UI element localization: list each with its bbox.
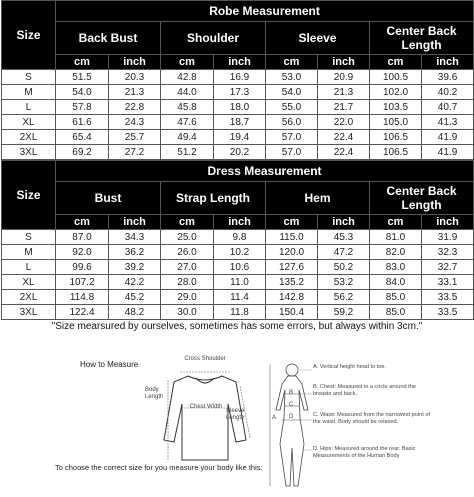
table-cell: 49.4 xyxy=(161,130,214,145)
table-cell: 150.4 xyxy=(266,305,318,320)
table-cell: 120.0 xyxy=(266,245,318,260)
table-row xyxy=(2,230,474,245)
table-cell: 33.1 xyxy=(422,275,474,290)
table-cell: 114.8 xyxy=(56,290,109,305)
unit-header: inch xyxy=(109,215,161,230)
group-header: Hem xyxy=(266,182,370,215)
unit-header: inch xyxy=(318,55,370,70)
table-cell: 87.0 xyxy=(56,230,109,245)
unit-header: cm xyxy=(56,55,109,70)
table-row xyxy=(2,245,474,260)
table-cell: 33.5 xyxy=(422,290,474,305)
table-cell: 45.8 xyxy=(161,100,214,115)
table-cell: 83.0 xyxy=(370,260,422,275)
sleeve-length-label: Sleeve Length xyxy=(226,408,245,421)
table-cell: 51.5 xyxy=(56,70,109,85)
table-cell: 21.3 xyxy=(318,85,370,100)
table-cell: 22.4 xyxy=(318,145,370,160)
size-column-header: Size xyxy=(2,161,56,230)
chest-width-label: Chest Width xyxy=(189,404,223,410)
table-row xyxy=(2,85,474,100)
table-cell: 56.0 xyxy=(266,115,318,130)
table-row xyxy=(2,115,474,130)
unit-header-row xyxy=(2,55,474,70)
table-cell: 100.5 xyxy=(370,70,422,85)
table-cell: 85.0 xyxy=(370,290,422,305)
table-cell: 27.2 xyxy=(109,145,161,160)
unit-header: inch xyxy=(318,215,370,230)
table-cell: 36.2 xyxy=(109,245,161,260)
unit-header: cm xyxy=(266,55,318,70)
table-cell: 107.2 xyxy=(56,275,109,290)
table-cell: 39.2 xyxy=(109,260,161,275)
size-label: 2XL xyxy=(2,290,56,305)
table-cell: 20.2 xyxy=(214,145,266,160)
table-row xyxy=(2,275,474,290)
table-row xyxy=(2,130,474,145)
table-cell: 53.0 xyxy=(266,70,318,85)
table-cell: 105.0 xyxy=(370,115,422,130)
unit-header: inch xyxy=(422,215,474,230)
table-cell: 11.0 xyxy=(214,275,266,290)
table-cell: 22.8 xyxy=(109,100,161,115)
table-row xyxy=(2,305,474,320)
cross-shoulder-label: Cross Shoulder xyxy=(184,356,226,362)
table-cell: 99.6 xyxy=(56,260,109,275)
table-cell: 42.8 xyxy=(161,70,214,85)
table-cell: 22.4 xyxy=(318,130,370,145)
table-cell: 54.0 xyxy=(266,85,318,100)
table-cell: 29.0 xyxy=(161,290,214,305)
table-cell: 19.4 xyxy=(214,130,266,145)
body-length-label: Body Length xyxy=(145,387,164,400)
table-cell: 85.0 xyxy=(370,305,422,320)
table-cell: 59.2 xyxy=(318,305,370,320)
table-cell: 47.2 xyxy=(318,245,370,260)
size-label: S xyxy=(2,230,56,245)
table-cell: 51.2 xyxy=(161,145,214,160)
table-cell: 142.8 xyxy=(266,290,318,305)
table-cell: 106.5 xyxy=(370,130,422,145)
table-cell: 28.0 xyxy=(161,275,214,290)
table-cell: 45.3 xyxy=(318,230,370,245)
instruction-d: D. Hips: Measured around the rear. Basic Measurements of the Human Body xyxy=(313,446,416,459)
size-label: L xyxy=(2,100,56,115)
size-column-header: Size xyxy=(2,1,56,70)
group-header: Shoulder xyxy=(161,22,266,55)
unit-header: inch xyxy=(214,215,266,230)
table-cell: 26.0 xyxy=(161,245,214,260)
table-cell: 25.7 xyxy=(109,130,161,145)
table-cell: 127.6 xyxy=(266,260,318,275)
table-cell: 55.0 xyxy=(266,100,318,115)
size-label: 2XL xyxy=(2,130,56,145)
table-cell: 34.3 xyxy=(109,230,161,245)
table-cell: 9.8 xyxy=(214,230,266,245)
table-cell: 11.8 xyxy=(214,305,266,320)
instruction-c: C. Waist: Measured from the narrowest point of the waist. Body should be relaxed. xyxy=(313,412,430,425)
table-cell: 65.4 xyxy=(56,130,109,145)
table-cell: 21.7 xyxy=(318,100,370,115)
table-cell: 31.9 xyxy=(422,230,474,245)
table-cell: 17.3 xyxy=(214,85,266,100)
unit-header: cm xyxy=(370,215,422,230)
table-cell: 82.0 xyxy=(370,245,422,260)
unit-header: inch xyxy=(422,55,474,70)
table-cell: 10.2 xyxy=(214,245,266,260)
unit-header: cm xyxy=(56,215,109,230)
table-cell: 69.2 xyxy=(56,145,109,160)
table-cell: 50.2 xyxy=(318,260,370,275)
group-header: Center Back Length xyxy=(370,182,474,215)
body-figure-icon xyxy=(276,364,308,486)
table-row xyxy=(2,100,474,115)
unit-header: inch xyxy=(109,55,161,70)
size-label: L xyxy=(2,260,56,275)
measurement-note: "Size mearsured by ourselves, sometimes has some errors, but always within 3cm." xyxy=(51,321,423,332)
table-row xyxy=(2,260,474,275)
table-cell: 102.0 xyxy=(370,85,422,100)
table-cell: 48.2 xyxy=(109,305,161,320)
table-cell: 54.0 xyxy=(56,85,109,100)
unit-header: cm xyxy=(161,55,214,70)
unit-header: cm xyxy=(266,215,318,230)
table-cell: 40.2 xyxy=(422,85,474,100)
table-cell: 11.4 xyxy=(214,290,266,305)
table-cell: 32.3 xyxy=(422,245,474,260)
table-cell: 45.2 xyxy=(109,290,161,305)
figure-letter-b: B xyxy=(289,390,294,396)
instruction-a: A. Vertical height head to toe. xyxy=(313,364,387,370)
how-to-measure-title: How to Measure xyxy=(80,360,139,369)
size-label: 3XL xyxy=(2,145,56,160)
table-cell: 57.0 xyxy=(266,145,318,160)
table-cell: 106.5 xyxy=(370,145,422,160)
table-cell: 39.6 xyxy=(422,70,474,85)
group-header: Center Back Length xyxy=(370,22,474,55)
unit-header-row xyxy=(2,215,474,230)
table-cell: 53.2 xyxy=(318,275,370,290)
how-to-measure-footer: To choose the correct size for you measure your body like this: xyxy=(55,463,263,472)
size-label: XL xyxy=(2,275,56,290)
table-cell: 103.5 xyxy=(370,100,422,115)
table-cell: 20.3 xyxy=(109,70,161,85)
table-cell: 84.0 xyxy=(370,275,422,290)
table-cell: 18.7 xyxy=(214,115,266,130)
table-cell: 33.5 xyxy=(422,305,474,320)
figure-letter-d: D xyxy=(289,414,294,420)
unit-header: cm xyxy=(370,55,422,70)
size-label: S xyxy=(2,70,56,85)
table-cell: 20.9 xyxy=(318,70,370,85)
group-header: Back Bust xyxy=(56,22,161,55)
table-cell: 16.9 xyxy=(214,70,266,85)
table-cell: 41.9 xyxy=(422,130,474,145)
table-cell: 47.6 xyxy=(161,115,214,130)
unit-header: inch xyxy=(214,55,266,70)
table-cell: 27.0 xyxy=(161,260,214,275)
robe-table-title: Robe Measurement xyxy=(56,1,474,22)
table-cell: 122.4 xyxy=(56,305,109,320)
size-label: XL xyxy=(2,115,56,130)
table-cell: 18.0 xyxy=(214,100,266,115)
table-cell: 25.0 xyxy=(161,230,214,245)
table-cell: 57.0 xyxy=(266,130,318,145)
table-cell: 42.2 xyxy=(109,275,161,290)
instruction-b: B. Chest: Measured in a circle around the breasts and back. xyxy=(313,384,416,397)
table-row xyxy=(2,70,474,85)
robe-size-table xyxy=(1,0,474,160)
size-label: M xyxy=(2,85,56,100)
table-cell: 22.0 xyxy=(318,115,370,130)
figure-letter-c: C xyxy=(289,402,294,408)
table-cell: 32.7 xyxy=(422,260,474,275)
table-cell: 44.0 xyxy=(161,85,214,100)
table-cell: 40.7 xyxy=(422,100,474,115)
table-row xyxy=(2,145,474,160)
figure-letter-a: A xyxy=(272,415,277,421)
table-cell: 81.0 xyxy=(370,230,422,245)
table-cell: 41.9 xyxy=(422,145,474,160)
group-header: Sleeve xyxy=(266,22,370,55)
table-cell: 21.3 xyxy=(109,85,161,100)
unit-header: cm xyxy=(161,215,214,230)
table-row xyxy=(2,290,474,305)
table-cell: 57.8 xyxy=(56,100,109,115)
dress-size-table xyxy=(1,160,474,320)
group-header: Bust xyxy=(56,182,161,215)
table-cell: 24.3 xyxy=(109,115,161,130)
table-cell: 92.0 xyxy=(56,245,109,260)
group-header: Strap Length xyxy=(161,182,266,215)
table-cell: 135.2 xyxy=(266,275,318,290)
table-cell: 115.0 xyxy=(266,230,318,245)
size-label: M xyxy=(2,245,56,260)
table-cell: 30.0 xyxy=(161,305,214,320)
table-cell: 61.6 xyxy=(56,115,109,130)
table-cell: 41.3 xyxy=(422,115,474,130)
dress-table-title: Dress Measurement xyxy=(56,161,474,182)
table-cell: 56.2 xyxy=(318,290,370,305)
table-cell: 10.6 xyxy=(214,260,266,275)
size-label: 3XL xyxy=(2,305,56,320)
